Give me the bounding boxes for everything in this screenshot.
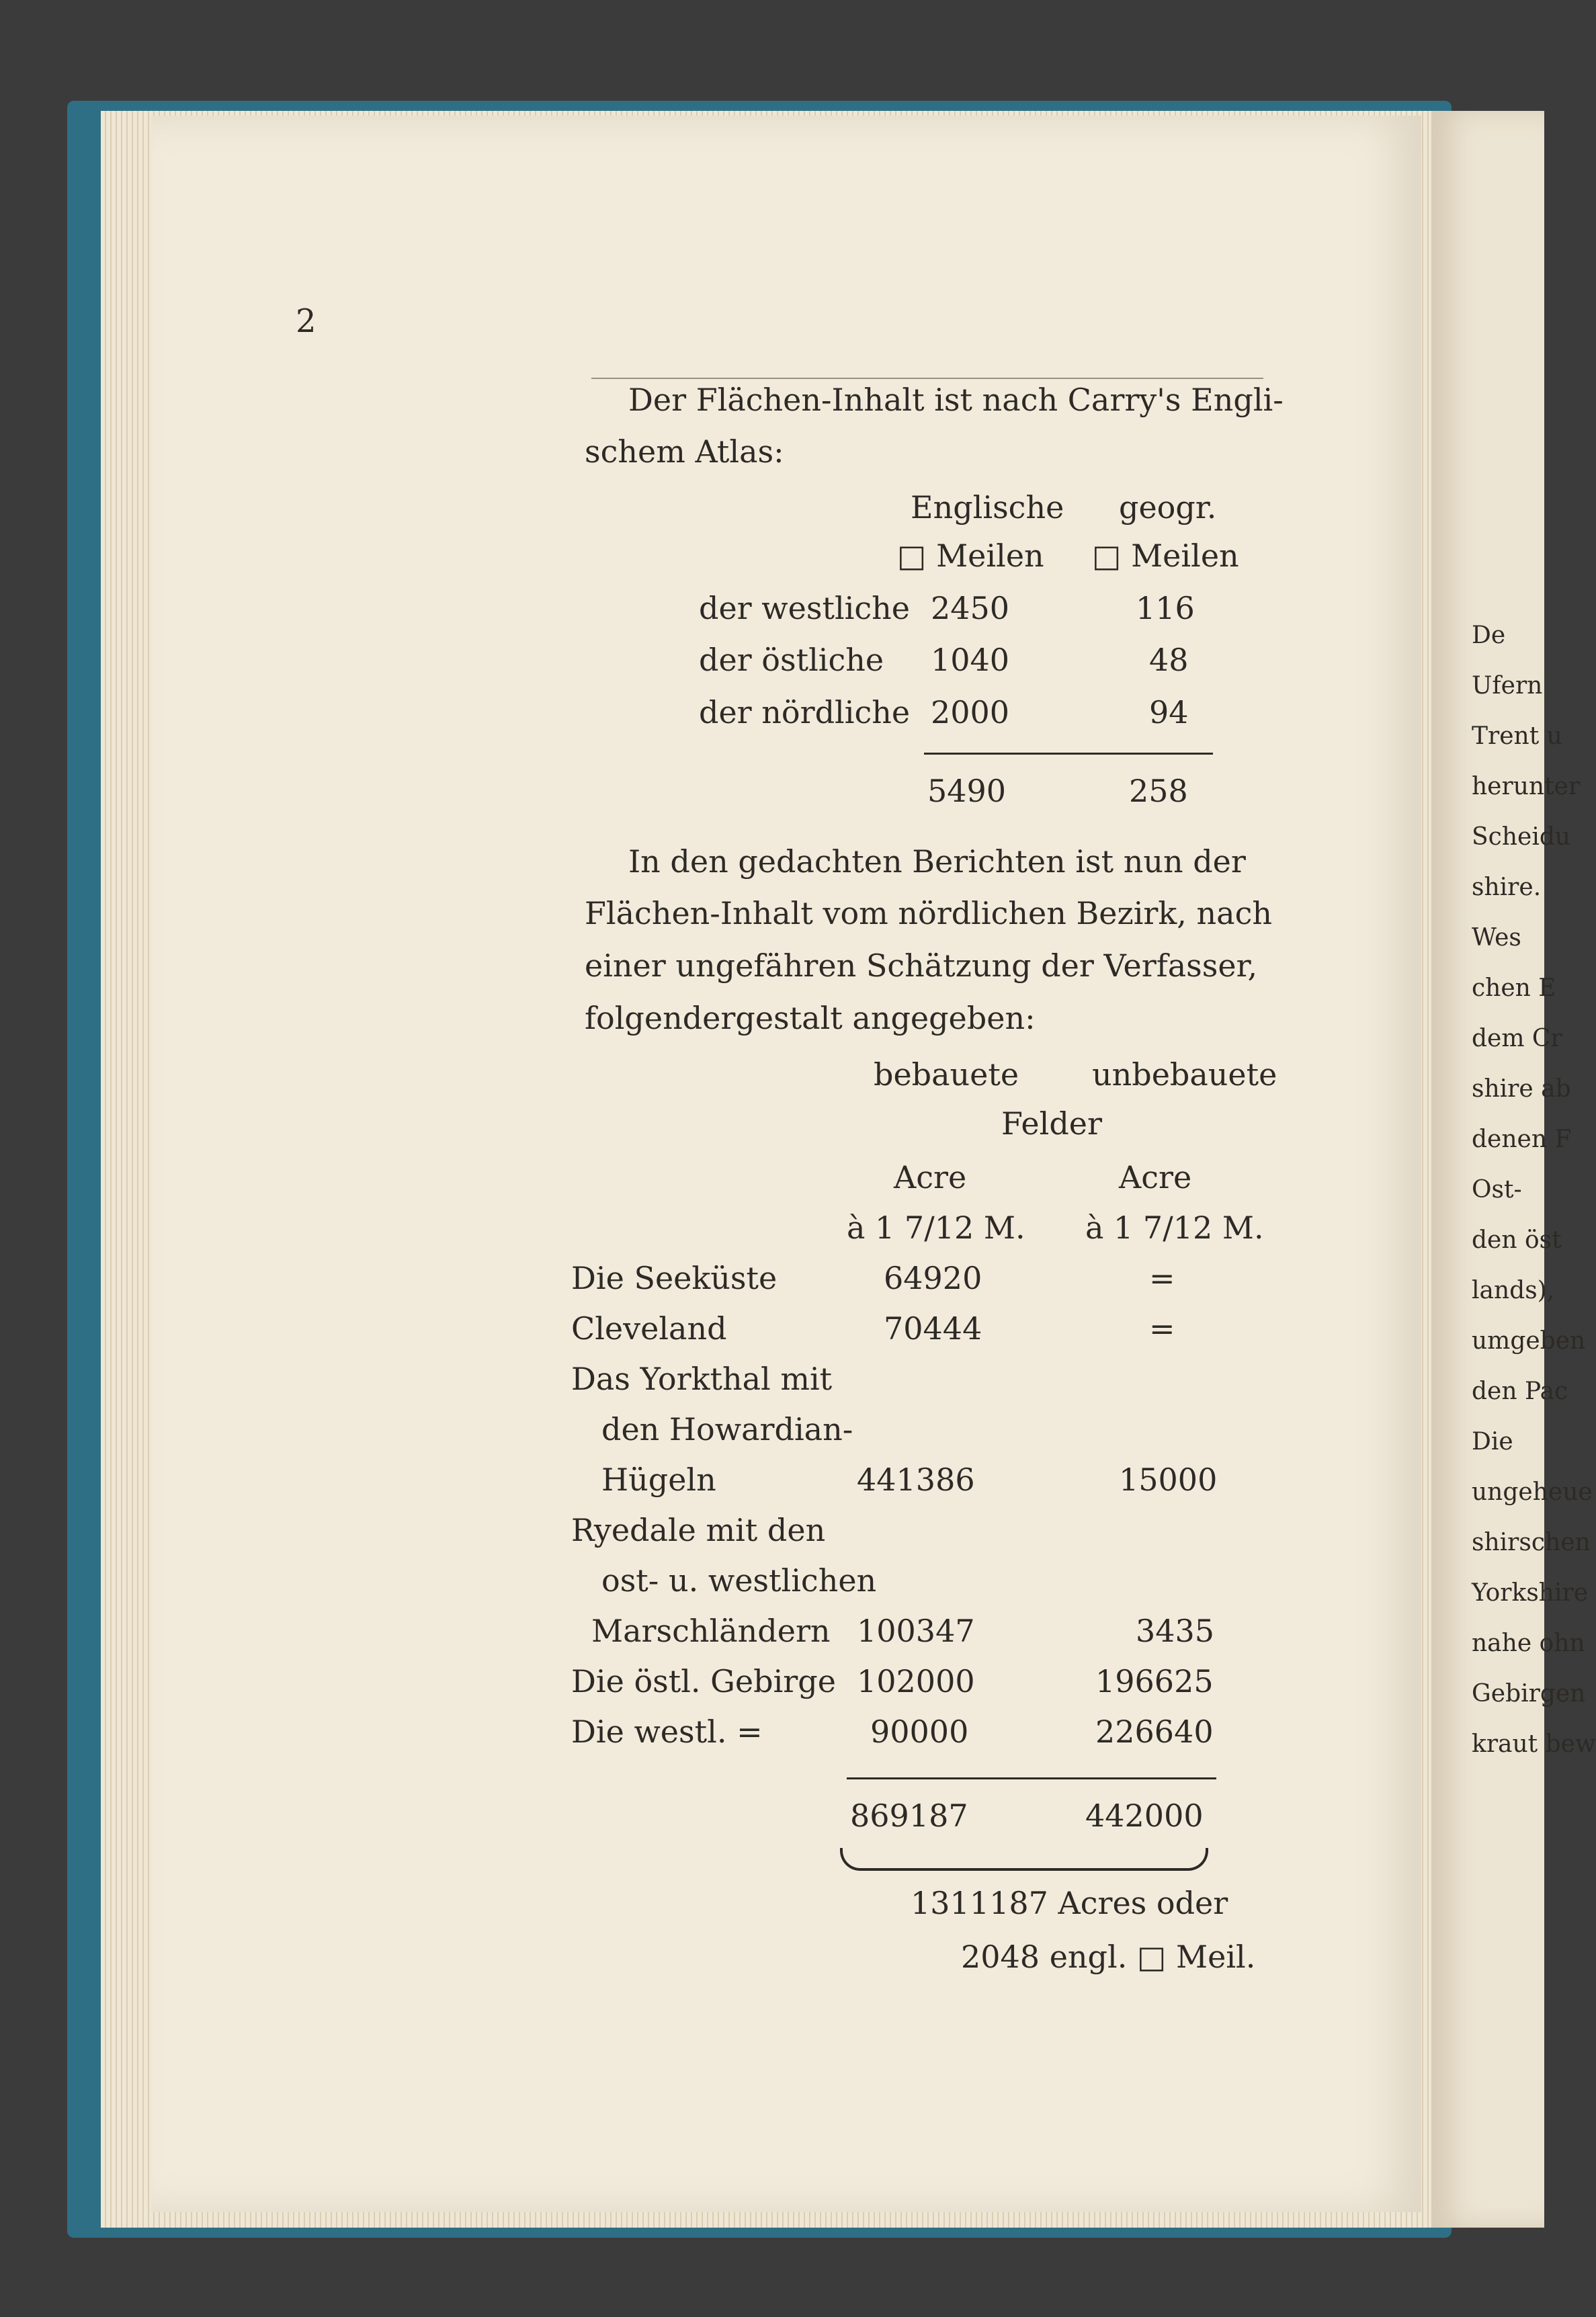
right-fragment: herunter (1472, 773, 1581, 800)
table2-cell: 441386 (857, 1462, 975, 1498)
table2-header-span: Felder (1001, 1105, 1102, 1142)
right-fragment: den Pac (1472, 1378, 1568, 1405)
header-rule (591, 378, 1263, 379)
paragraph-line: In den gedachten Berichten ist nun der (628, 843, 1246, 880)
table2-row-label: Cleveland (571, 1310, 727, 1347)
right-fragment: De (1472, 622, 1506, 649)
table2-header: bebauete (874, 1056, 1019, 1093)
table1-total: 258 (1129, 773, 1188, 809)
table1-cell: 94 (1149, 694, 1189, 730)
table2-cell: 196625 (1095, 1663, 1214, 1699)
right-fragment: umgeben (1472, 1327, 1586, 1355)
right-fragment: Scheidu (1472, 823, 1571, 851)
right-fragment: Ufern (1472, 672, 1543, 700)
sum-brace (840, 1848, 1208, 1871)
table2-header: unbebauete (1092, 1056, 1277, 1093)
right-fragment: ungeheue (1472, 1478, 1593, 1506)
right-fragment: nahe ohn (1472, 1630, 1585, 1657)
table2-row-label: den Howardian- (601, 1411, 853, 1447)
table1-unit: □ Meilen (897, 538, 1044, 574)
right-fragment: Wes (1472, 924, 1521, 952)
grand-total: 1311187 Acres oder (911, 1885, 1228, 1921)
right-fragment: kraut bew (1472, 1730, 1596, 1758)
right-fragment: shirschen (1472, 1529, 1591, 1556)
table1-row-label: der östliche (699, 642, 884, 678)
table2-row-label: Das Yorkthal mit (571, 1361, 833, 1397)
table2-unit: Acre (894, 1159, 967, 1195)
right-fragment: chen E (1472, 974, 1556, 1002)
table1-header: Englische (911, 489, 1064, 525)
page-number: 2 (296, 302, 317, 340)
intro-line: Der Flächen-Inhalt ist nach Carry's Engli- (628, 382, 1284, 418)
left-page (151, 116, 1421, 2212)
table2-cell: 3435 (1136, 1613, 1215, 1649)
right-fragment: Die (1472, 1428, 1513, 1456)
table2-row-label: Hügeln (601, 1462, 716, 1498)
right-fragment: Gebirgen (1472, 1680, 1586, 1708)
right-fragment: Ost- (1472, 1176, 1522, 1204)
table1-cell: 48 (1149, 642, 1189, 678)
table2-row-label: Ryedale mit den (571, 1512, 826, 1548)
table1-cell: 116 (1136, 590, 1195, 626)
right-fragment: Yorkshire (1472, 1579, 1589, 1607)
table2-cell: 70444 (884, 1310, 982, 1347)
table2-cell: 15000 (1119, 1462, 1218, 1498)
right-fragment: shire. (1472, 874, 1542, 901)
table2-row-label: Die östl. Gebirge (571, 1663, 836, 1699)
paragraph-line: Flächen-Inhalt vom nördlichen Bezirk, nach (585, 895, 1272, 931)
right-fragment: denen F (1472, 1126, 1572, 1153)
table2-row-label: Marschländern (591, 1613, 831, 1649)
table2-total: 869187 (850, 1798, 968, 1834)
table2-rate: à 1 7/12 M. (847, 1210, 1025, 1246)
right-fragment: shire ab (1472, 1075, 1571, 1103)
table2-unit: Acre (1119, 1159, 1192, 1195)
table1-cell: 1040 (931, 642, 1010, 678)
right-fragment: lands), (1472, 1277, 1555, 1304)
right-fragment: dem Cr (1472, 1025, 1562, 1052)
paragraph-line: einer ungefähren Schätzung der Verfasser, (585, 947, 1258, 984)
table2-row-label: Die Seeküste (571, 1260, 778, 1296)
table1-cell: 2450 (931, 590, 1010, 626)
intro-line: schem Atlas: (585, 433, 784, 470)
table2-cell: 100347 (857, 1613, 975, 1649)
right-page (1431, 111, 1596, 2228)
table2-cell: 64920 (884, 1260, 982, 1296)
table1-row-label: der nördliche (699, 694, 911, 730)
table2-row-label: ost- u. westlichen (601, 1562, 877, 1599)
table2-cell: = (1149, 1310, 1175, 1347)
table1-row-label: der westliche (699, 590, 911, 626)
right-fragment: den öst (1472, 1226, 1562, 1254)
table2-cell: = (1149, 1260, 1175, 1296)
table1-total: 5490 (927, 773, 1007, 809)
table2-total: 442000 (1085, 1798, 1204, 1834)
table2-cell: 226640 (1095, 1714, 1214, 1750)
table2-cell: 90000 (870, 1714, 969, 1750)
table2-sum-rule (847, 1777, 1216, 1779)
paragraph-line: folgendergestalt angegeben: (585, 1000, 1036, 1036)
table1-unit: □ Meilen (1092, 538, 1239, 574)
table2-row-label: Die westl. = (571, 1714, 763, 1750)
grand-total-alt: 2048 engl. □ Meil. (961, 1939, 1256, 1975)
table1-header: geogr. (1119, 489, 1217, 525)
table2-rate: à 1 7/12 M. (1085, 1210, 1264, 1246)
table2-cell: 102000 (857, 1663, 975, 1699)
table1-cell: 2000 (931, 694, 1010, 730)
right-fragment: Trent u (1472, 722, 1562, 750)
table1-sum-rule (924, 753, 1213, 755)
